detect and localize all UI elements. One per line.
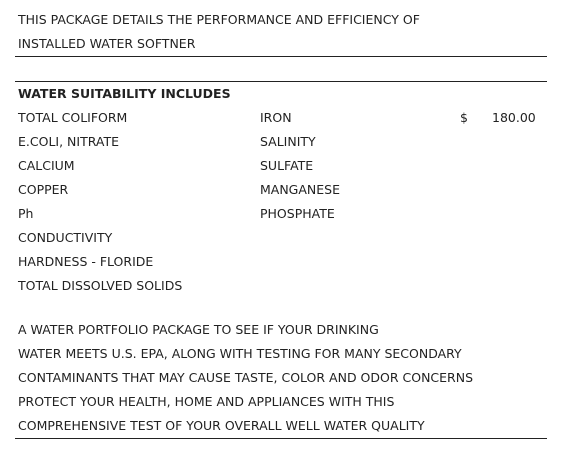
analyte-item: IRON <box>260 110 292 125</box>
analyte-item: TOTAL DISSOLVED SOLIDS <box>18 278 183 293</box>
analyte-item: PHOSPHATE <box>260 206 335 221</box>
description-line: WATER MEETS U.S. EPA, ALONG WITH TESTING FOR MANY SECONDARY <box>18 346 462 361</box>
analyte-item: Ph <box>18 206 34 221</box>
analyte-item: TOTAL COLIFORM <box>18 110 128 125</box>
analyte-item: E.COLI, NITRATE <box>18 134 120 149</box>
analyte-item: CONDUCTIVITY <box>18 230 113 245</box>
section-heading: WATER SUITABILITY INCLUDES <box>18 86 231 101</box>
analyte-item: COPPER <box>18 182 69 197</box>
analyte-item: SULFATE <box>260 158 314 173</box>
price-currency: $ <box>460 110 468 125</box>
description-line: PROTECT YOUR HEALTH, HOME AND APPLIANCES WITH THIS <box>18 394 395 409</box>
analyte-item: SALINITY <box>260 134 316 149</box>
description-line: COMPREHENSIVE TEST OF YOUR OVERALL WELL WATER QUALITY <box>18 418 425 433</box>
divider <box>15 438 547 439</box>
description-line: A WATER PORTFOLIO PACKAGE TO SEE IF YOUR DRINKING <box>18 322 379 337</box>
intro-line: INSTALLED WATER SOFTNER <box>18 36 196 51</box>
divider <box>15 56 547 57</box>
analyte-item: MANGANESE <box>260 182 341 197</box>
intro-line: THIS PACKAGE DETAILS THE PERFORMANCE AND EFFICIENCY OF <box>18 12 420 27</box>
analyte-item: CALCIUM <box>18 158 75 173</box>
divider <box>15 81 547 82</box>
analyte-item: HARDNESS - FLORIDE <box>18 254 154 269</box>
price-amount: 180.00 <box>492 110 536 125</box>
description-line: CONTAMINANTS THAT MAY CAUSE TASTE, COLOR AND ODOR CONCERNS <box>18 370 474 385</box>
